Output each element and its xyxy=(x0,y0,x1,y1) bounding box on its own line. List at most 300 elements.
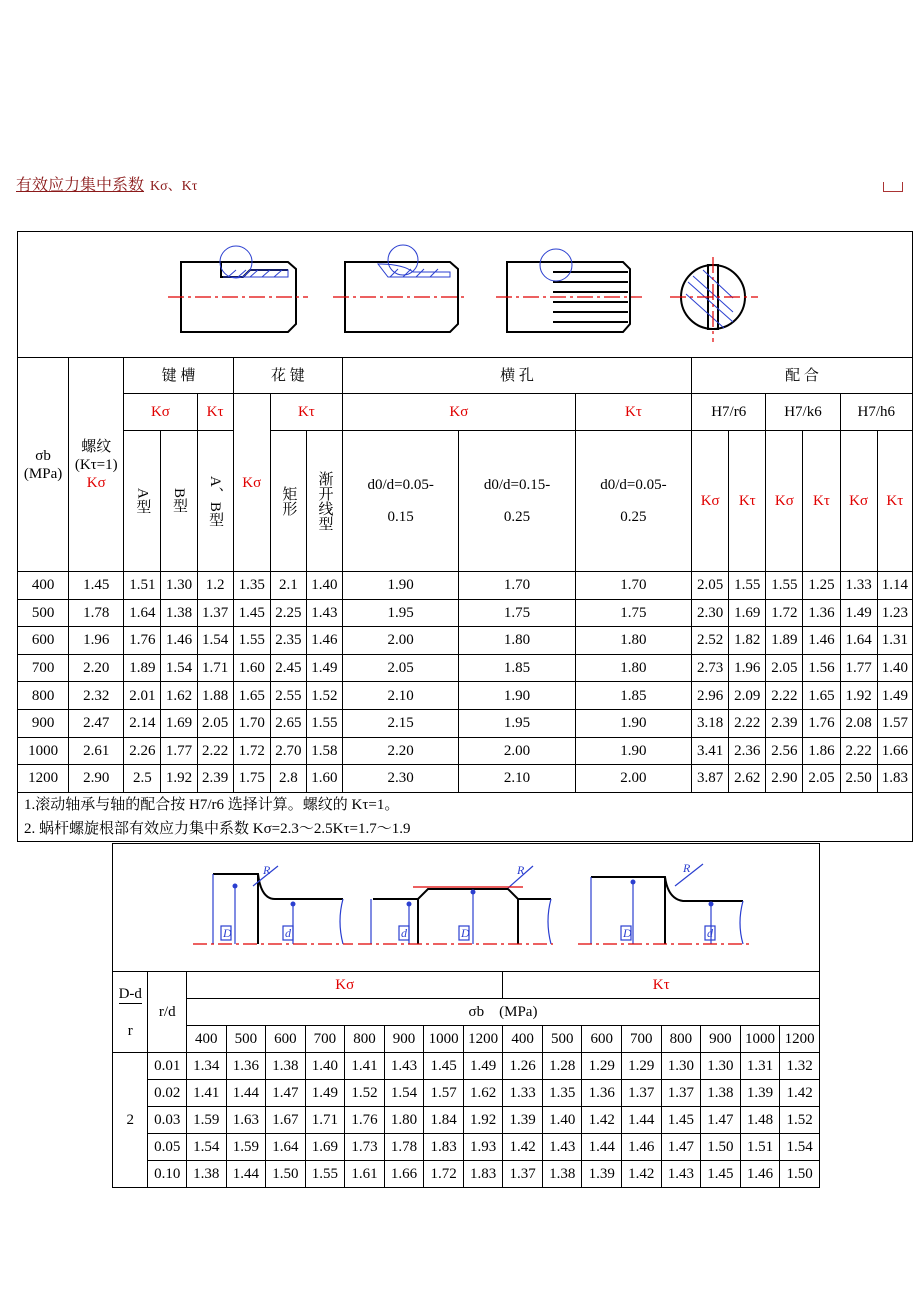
table2-cell: 1.39 xyxy=(503,1107,543,1134)
shaft-section-drawings xyxy=(18,232,912,352)
table1-cell: 600 xyxy=(18,627,69,655)
table1-row xyxy=(18,765,913,793)
note-2: 2. 蜗杆螺旋根部有效应力集中系数 Kσ=2.3～2.5Kτ=1.7～1.9 xyxy=(18,817,913,842)
hole-ksigma: Kσ xyxy=(342,394,575,431)
table1-cell: 1.76 xyxy=(124,627,161,655)
hole-d1-header: d0/d=0.05-0.15 xyxy=(342,431,458,572)
table1-cell: 2.36 xyxy=(729,737,766,765)
table1-cell: 2.39 xyxy=(766,709,803,737)
table1-row xyxy=(18,572,913,600)
table2-cell: 1.63 xyxy=(226,1107,266,1134)
table1-cell: 2.45 xyxy=(270,654,306,682)
table1-cell: 2.10 xyxy=(459,765,575,793)
table2-row xyxy=(113,1107,820,1134)
b-type-header: B型 xyxy=(161,431,197,572)
table1-cell: 2.90 xyxy=(766,765,803,793)
table1-cell: 1.36 xyxy=(803,599,840,627)
table1-cell: 2.20 xyxy=(69,654,124,682)
table2-cell: 1.66 xyxy=(384,1161,424,1188)
table1-cell: 500 xyxy=(18,599,69,627)
table1-cell: 1.71 xyxy=(197,654,233,682)
table1-cell: 1.2 xyxy=(197,572,233,600)
table1-cell: 1.80 xyxy=(575,627,691,655)
table1-cell: 1.54 xyxy=(161,654,197,682)
dd-label-1: d xyxy=(285,926,291,940)
table1-cell: 2.25 xyxy=(270,599,306,627)
table1-cell: 1.90 xyxy=(342,572,458,600)
table2-cell: 1.43 xyxy=(542,1134,582,1161)
table2-cell: 1.42 xyxy=(780,1080,820,1107)
table2-cell: 1.83 xyxy=(463,1161,503,1188)
d-label-1: D xyxy=(223,926,232,940)
table1-cell: 2.35 xyxy=(270,627,306,655)
strength-header-cell: 600 xyxy=(266,1026,306,1053)
dd-r-header: D-d r xyxy=(113,972,148,1053)
table2-cell: 1.30 xyxy=(661,1053,701,1080)
table1-cell: 800 xyxy=(18,682,69,710)
stepped-shaft-drawings xyxy=(113,844,819,966)
involute-header: 渐开线型 xyxy=(306,431,342,572)
table1-cell: 2.30 xyxy=(692,599,729,627)
table1-cell: 3.87 xyxy=(692,765,729,793)
hole-ktau: Kτ xyxy=(575,394,691,431)
table2-cell: 0.01 xyxy=(148,1053,187,1080)
table1-cell: 2.26 xyxy=(124,737,161,765)
fillet-diagrams xyxy=(113,844,820,972)
table1-cell: 1.57 xyxy=(877,709,912,737)
table1-cell: 1.69 xyxy=(161,709,197,737)
table1-row xyxy=(18,599,913,627)
table1-cell: 2.61 xyxy=(69,737,124,765)
table2-cell: 1.52 xyxy=(780,1107,820,1134)
table1-cell: 1.72 xyxy=(766,599,803,627)
table2-cell: 1.44 xyxy=(226,1080,266,1107)
table1-cell: 1.46 xyxy=(306,627,342,655)
table2-cell: 1.38 xyxy=(701,1080,741,1107)
spline-ktau: Kτ xyxy=(270,394,342,431)
table2-cell: 1.41 xyxy=(187,1080,227,1107)
table2-cell: 1.54 xyxy=(187,1134,227,1161)
table1-cell: 1.80 xyxy=(575,654,691,682)
table1-cell: 2.00 xyxy=(459,737,575,765)
table1-cell: 1.49 xyxy=(877,682,912,710)
table2-cell: 1.47 xyxy=(661,1134,701,1161)
table1-cell: 1.70 xyxy=(459,572,575,600)
stress-concentration-table xyxy=(17,231,913,842)
table2-cell: 1.29 xyxy=(582,1053,622,1080)
table2-cell: 1.55 xyxy=(305,1161,345,1188)
table2-cell: 1.47 xyxy=(701,1107,741,1134)
table2-cell: 1.44 xyxy=(226,1161,266,1188)
ab-type-header: A、B型 xyxy=(197,431,233,572)
group-cell: 2 xyxy=(113,1053,148,1188)
table2-cell: 1.35 xyxy=(542,1080,582,1107)
table1-cell: 1.80 xyxy=(459,627,575,655)
strength-header-cell: 1200 xyxy=(780,1026,820,1053)
fillet-stress-table xyxy=(112,843,820,1188)
table1-cell: 1.65 xyxy=(803,682,840,710)
table2-cell: 1.54 xyxy=(780,1134,820,1161)
d-label-3: D xyxy=(623,926,632,940)
table1-cell: 1.75 xyxy=(575,599,691,627)
table1-cell: 2.15 xyxy=(342,709,458,737)
table1-cell: 1.40 xyxy=(306,572,342,600)
strength-header-cell: 400 xyxy=(503,1026,543,1053)
table1-cell: 2.5 xyxy=(124,765,161,793)
table1-cell: 2.90 xyxy=(69,765,124,793)
strength-header-cell: 900 xyxy=(384,1026,424,1053)
table1-cell: 2.56 xyxy=(766,737,803,765)
table1-cell: 1.56 xyxy=(803,654,840,682)
strength-header-cell: 1000 xyxy=(424,1026,464,1053)
table1-cell: 1.52 xyxy=(306,682,342,710)
fit-h7k6: H7/k6 xyxy=(766,394,840,431)
table2-cell: 1.38 xyxy=(187,1161,227,1188)
rd-header: r/d xyxy=(148,972,187,1053)
fit-ktau-3: Kτ xyxy=(877,431,912,572)
table1-cell: 2.14 xyxy=(124,709,161,737)
t2-ktau-header: Kτ xyxy=(503,972,820,999)
table2-cell: 1.29 xyxy=(622,1053,662,1080)
table1-cell: 2.20 xyxy=(342,737,458,765)
table2-cell: 1.59 xyxy=(226,1134,266,1161)
shaft-diagrams xyxy=(18,232,913,358)
table1-cell: 2.10 xyxy=(342,682,458,710)
table1-cell: 1.77 xyxy=(840,654,877,682)
table2-cell: 1.30 xyxy=(701,1053,741,1080)
table2-cell: 1.42 xyxy=(503,1134,543,1161)
table2-cell: 1.44 xyxy=(582,1134,622,1161)
table2-cell: 1.59 xyxy=(187,1107,227,1134)
table1-cell: 1200 xyxy=(18,765,69,793)
table1-cell: 900 xyxy=(18,709,69,737)
table1-cell: 1.86 xyxy=(803,737,840,765)
table1-cell: 1.38 xyxy=(161,599,197,627)
table1-row xyxy=(18,654,913,682)
fit-h7r6: H7/r6 xyxy=(692,394,766,431)
table2-cell: 1.38 xyxy=(542,1161,582,1188)
table1-cell: 2.55 xyxy=(270,682,306,710)
table2-cell: 1.67 xyxy=(266,1107,306,1134)
spline-ksigma: Kσ xyxy=(233,394,270,572)
table1-cell: 1.45 xyxy=(233,599,270,627)
spline-header: 花 键 xyxy=(233,358,342,394)
table1-cell: 1.65 xyxy=(233,682,270,710)
table1-cell: 1.62 xyxy=(161,682,197,710)
table1-cell: 2.70 xyxy=(270,737,306,765)
table2-cell: 0.10 xyxy=(148,1161,187,1188)
table2-cell: 1.45 xyxy=(424,1053,464,1080)
table1-cell: 1.40 xyxy=(877,654,912,682)
table1-cell: 1.75 xyxy=(459,599,575,627)
strength-header-cell: 400 xyxy=(187,1026,227,1053)
table1-cell: 3.18 xyxy=(692,709,729,737)
table2-cell: 1.34 xyxy=(187,1053,227,1080)
table1-cell: 700 xyxy=(18,654,69,682)
table2-cell: 1.37 xyxy=(622,1080,662,1107)
table1-cell: 2.00 xyxy=(575,765,691,793)
table2-cell: 1.54 xyxy=(384,1080,424,1107)
table1-cell: 1.78 xyxy=(69,599,124,627)
table2-cell: 1.37 xyxy=(503,1161,543,1188)
table1-cell: 1.88 xyxy=(197,682,233,710)
table1-cell: 2.05 xyxy=(766,654,803,682)
table1-cell: 2.22 xyxy=(197,737,233,765)
hole-d2-header: d0/d=0.15-0.25 xyxy=(459,431,575,572)
a-type-header: A型 xyxy=(124,431,161,572)
table1-cell: 1.92 xyxy=(840,682,877,710)
strength-header-cell: 1000 xyxy=(740,1026,780,1053)
table1-cell: 2.22 xyxy=(729,709,766,737)
table1-row xyxy=(18,627,913,655)
table1-cell: 2.47 xyxy=(69,709,124,737)
table2-cell: 1.36 xyxy=(226,1053,266,1080)
table1-cell: 2.22 xyxy=(766,682,803,710)
table2-cell: 1.36 xyxy=(582,1080,622,1107)
table1-cell: 400 xyxy=(18,572,69,600)
table1-cell: 3.41 xyxy=(692,737,729,765)
table1-cell: 2.05 xyxy=(692,572,729,600)
cross-hole-header: 横 孔 xyxy=(342,358,691,394)
table1-cell: 2.09 xyxy=(729,682,766,710)
table2-cell: 1.84 xyxy=(424,1107,464,1134)
table1-cell: 1.89 xyxy=(766,627,803,655)
table2-cell: 1.72 xyxy=(424,1161,464,1188)
table2-cell: 1.46 xyxy=(740,1161,780,1188)
table1-cell: 1.85 xyxy=(575,682,691,710)
table1-cell: 1.23 xyxy=(877,599,912,627)
table2-cell: 1.46 xyxy=(622,1134,662,1161)
table1-cell: 2.1 xyxy=(270,572,306,600)
strength-header-cell: 900 xyxy=(701,1026,741,1053)
title-symbol: Kσ、Kτ xyxy=(150,179,198,194)
table1-cell: 2.73 xyxy=(692,654,729,682)
table2-row xyxy=(113,1053,820,1080)
table1-cell: 1.69 xyxy=(729,599,766,627)
corner-icon[interactable] xyxy=(883,182,903,192)
table1-cell: 2.22 xyxy=(840,737,877,765)
table2-cell: 1.41 xyxy=(345,1053,385,1080)
table1-cell: 2.05 xyxy=(342,654,458,682)
table2-cell: 0.02 xyxy=(148,1080,187,1107)
table1-cell: 1.55 xyxy=(233,627,270,655)
table1-cell: 1.92 xyxy=(161,765,197,793)
table1-cell: 2.8 xyxy=(270,765,306,793)
table1-cell: 1.72 xyxy=(233,737,270,765)
table2-cell: 1.40 xyxy=(542,1107,582,1134)
table2-cell: 1.32 xyxy=(780,1053,820,1080)
rect-header: 矩形 xyxy=(270,431,306,572)
table1-cell: 2.30 xyxy=(342,765,458,793)
r-label-2: R xyxy=(517,863,525,877)
strength-header-cell: 500 xyxy=(542,1026,582,1053)
strength-header-cell: 800 xyxy=(345,1026,385,1053)
table2-cell: 1.43 xyxy=(661,1161,701,1188)
table1-cell: 1.85 xyxy=(459,654,575,682)
table1-cell: 1.31 xyxy=(877,627,912,655)
table1-cell: 1.45 xyxy=(69,572,124,600)
table2-cell: 1.38 xyxy=(266,1053,306,1080)
table2-cell: 1.69 xyxy=(305,1134,345,1161)
table1-cell: 2.65 xyxy=(270,709,306,737)
dd-label-2: d xyxy=(401,926,407,940)
fit-ksigma-1: Kσ xyxy=(692,431,729,572)
table1-cell: 2.08 xyxy=(840,709,877,737)
table2-cell: 1.43 xyxy=(384,1053,424,1080)
table1-cell: 2.50 xyxy=(840,765,877,793)
table1-cell: 1.95 xyxy=(342,599,458,627)
table1-row xyxy=(18,709,913,737)
table2-cell: 0.03 xyxy=(148,1107,187,1134)
table2-cell: 1.76 xyxy=(345,1107,385,1134)
t2-ksigma-header: Kσ xyxy=(187,972,503,999)
table1-cell: 1.83 xyxy=(877,765,912,793)
table2-cell: 1.49 xyxy=(305,1080,345,1107)
table2-cell: 1.45 xyxy=(701,1161,741,1188)
table1-cell: 1.77 xyxy=(161,737,197,765)
table2-cell: 1.83 xyxy=(424,1134,464,1161)
table2-cell: 1.93 xyxy=(463,1134,503,1161)
table2-row xyxy=(113,1080,820,1107)
table1-cell: 1.60 xyxy=(233,654,270,682)
table1-cell: 1.95 xyxy=(459,709,575,737)
table1-cell: 1.76 xyxy=(803,709,840,737)
table2-cell: 1.26 xyxy=(503,1053,543,1080)
table1-cell: 1.58 xyxy=(306,737,342,765)
table2-row xyxy=(113,1134,820,1161)
table2-cell: 1.40 xyxy=(305,1053,345,1080)
table1-cell: 1.46 xyxy=(161,627,197,655)
table1-cell: 1.64 xyxy=(124,599,161,627)
table1-cell: 1.37 xyxy=(197,599,233,627)
table2-cell: 1.31 xyxy=(740,1053,780,1080)
table2-cell: 0.05 xyxy=(148,1134,187,1161)
table1-cell: 1.55 xyxy=(729,572,766,600)
table2-body xyxy=(113,1053,820,1188)
fit-ktau-2: Kτ xyxy=(803,431,840,572)
table2-cell: 1.52 xyxy=(345,1080,385,1107)
strength-header-cell: 500 xyxy=(226,1026,266,1053)
t2-sigma-header: σb (MPa) xyxy=(187,999,820,1026)
table1-cell: 1.90 xyxy=(575,737,691,765)
table1-row xyxy=(18,682,913,710)
table2-cell: 1.62 xyxy=(463,1080,503,1107)
table1-cell: 1.43 xyxy=(306,599,342,627)
table1-cell: 1.70 xyxy=(575,572,691,600)
table1-cell: 2.62 xyxy=(729,765,766,793)
table1-cell: 2.00 xyxy=(342,627,458,655)
table2-cell: 1.51 xyxy=(740,1134,780,1161)
table1-cell: 1.55 xyxy=(766,572,803,600)
table2-cell: 1.45 xyxy=(661,1107,701,1134)
keyway-ksigma: Kσ xyxy=(124,394,197,431)
table1-cell: 1000 xyxy=(18,737,69,765)
note-1: 1.滚动轴承与轴的配合按 H7/r6 选择计算。螺纹的 Kτ=1。 xyxy=(18,792,913,817)
strength-header-cell: 800 xyxy=(661,1026,701,1053)
table1-cell: 1.96 xyxy=(729,654,766,682)
table1-cell: 1.46 xyxy=(803,627,840,655)
table1-cell: 1.90 xyxy=(459,682,575,710)
table1-cell: 1.49 xyxy=(306,654,342,682)
table2-cell: 1.49 xyxy=(463,1053,503,1080)
table1-cell: 1.89 xyxy=(124,654,161,682)
table1-cell: 1.55 xyxy=(306,709,342,737)
table2-cell: 1.71 xyxy=(305,1107,345,1134)
table2-cell: 1.47 xyxy=(266,1080,306,1107)
table1-cell: 2.05 xyxy=(803,765,840,793)
table1-row xyxy=(18,737,913,765)
table1-cell: 1.35 xyxy=(233,572,270,600)
table2-cell: 1.50 xyxy=(701,1134,741,1161)
table1-cell: 1.25 xyxy=(803,572,840,600)
table2-row xyxy=(113,1161,820,1188)
title-link[interactable]: 有效应力集中系数 xyxy=(16,177,145,194)
table1-cell: 1.54 xyxy=(197,627,233,655)
table2-cell: 1.50 xyxy=(266,1161,306,1188)
fit-ksigma-2: Kσ xyxy=(766,431,803,572)
table2-cell: 1.78 xyxy=(384,1134,424,1161)
table1-cell: 1.14 xyxy=(877,572,912,600)
fit-h7h6: H7/h6 xyxy=(840,394,912,431)
t2-strength-row xyxy=(113,1026,820,1053)
table1-cell: 2.01 xyxy=(124,682,161,710)
table1-cell: 1.30 xyxy=(161,572,197,600)
table1-cell: 1.75 xyxy=(233,765,270,793)
fit-ksigma-3: Kσ xyxy=(840,431,877,572)
table1-cell: 1.60 xyxy=(306,765,342,793)
table1-cell: 1.51 xyxy=(124,572,161,600)
table2-cell: 1.37 xyxy=(661,1080,701,1107)
table2-cell: 1.28 xyxy=(542,1053,582,1080)
table2-cell: 1.48 xyxy=(740,1107,780,1134)
table2-cell: 1.33 xyxy=(503,1080,543,1107)
r-label-3: R xyxy=(683,861,691,875)
dd-label-3: d xyxy=(707,926,713,940)
page-title xyxy=(16,172,197,195)
r-label-1: R xyxy=(263,863,271,877)
d-label-2: D xyxy=(461,926,470,940)
table2-cell: 1.73 xyxy=(345,1134,385,1161)
table2-cell: 1.39 xyxy=(740,1080,780,1107)
table1-cell: 1.82 xyxy=(729,627,766,655)
table1-cell: 1.96 xyxy=(69,627,124,655)
table1-cell: 1.33 xyxy=(840,572,877,600)
table1-cell: 2.96 xyxy=(692,682,729,710)
table1-cell: 1.70 xyxy=(233,709,270,737)
strength-header-cell: 700 xyxy=(305,1026,345,1053)
table2-cell: 1.61 xyxy=(345,1161,385,1188)
table1-cell: 1.90 xyxy=(575,709,691,737)
table1-body xyxy=(18,572,913,793)
keyway-header: 键 槽 xyxy=(124,358,233,394)
table1-cell: 2.05 xyxy=(197,709,233,737)
sigma-b-header: σb (MPa) xyxy=(18,358,69,572)
table1-cell: 2.32 xyxy=(69,682,124,710)
table1-cell: 1.64 xyxy=(840,627,877,655)
table1-cell: 1.66 xyxy=(877,737,912,765)
fit-ktau-1: Kτ xyxy=(729,431,766,572)
hole-d3-header: d0/d=0.05-0.25 xyxy=(575,431,691,572)
table2-cell: 1.44 xyxy=(622,1107,662,1134)
table1-cell: 2.52 xyxy=(692,627,729,655)
table2-cell: 1.64 xyxy=(266,1134,306,1161)
table2-cell: 1.50 xyxy=(780,1161,820,1188)
table1-cell: 1.49 xyxy=(840,599,877,627)
fit-header: 配 合 xyxy=(692,358,913,394)
strength-header-cell: 700 xyxy=(622,1026,662,1053)
keyway-ktau: Kτ xyxy=(197,394,233,431)
strength-header-cell: 600 xyxy=(582,1026,622,1053)
